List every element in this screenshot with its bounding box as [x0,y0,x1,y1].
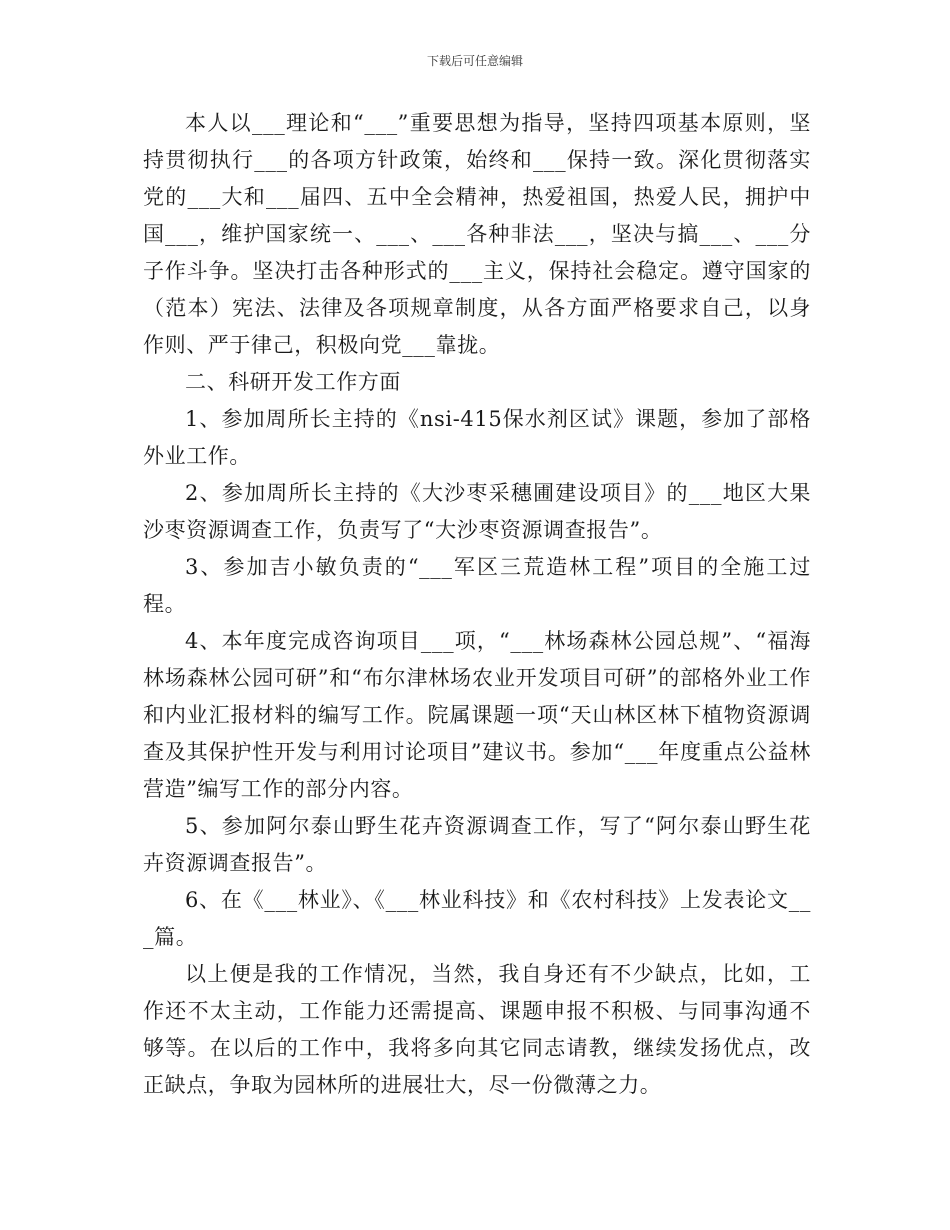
list-item-4: 4、本年度完成咨询项目___项，“___林场森林公园总规”、“福海林场森林公园可研”和“布尔津林场农业开发项目可研”的部格外业工作和内业汇报材料的编写工作。院属课题一项“天山林区林下植物资源调查及其保护性开发与利用讨论项目”建议书。参加“___年度重点公益林营造”编写工作的部分内容。 [143,629,811,801]
list-item-2: 2、参加周所长主持的《大沙枣采穗圃建设项目》的___地区大果沙枣资源调查工作，负责写了“大沙枣资源调查报告”。 [143,481,811,542]
paragraph-conclusion: 以上便是我的工作情况，当然，我自身还有不少缺点，比如，工作还不太主动，工作能力还需提高、课题申报不积极、与同事沟通不够等。在以后的工作中，我将多向其它同志请教，继续发扬优点，改正缺点，争取为园林所的进展壮大，尽一份微薄之力。 [143,962,811,1097]
list-item-3: 3、参加吉小敏负责的“___军区三荒造林工程”项目的全施工过程。 [143,555,811,616]
section-heading-research: 二、科研开发工作方面 [185,370,401,394]
list-item-6: 6、在《___林业》、《___林业科技》和《农村科技》上发表论文___篇。 [143,888,811,949]
page-header: 下载后可任意编辑 [426,54,523,68]
paragraph-political: 本人以___理论和“___”重要思想为指导，坚持四项基本原则，坚持贯彻执行___的各项方针政策，始终和___保持一致。深化贯彻落实党的___大和___届四、五中全会精神，热爱祖国，热爱人民，拥护中国___，维护国家统一、___、___各种非法___，坚决与搞___、___分子作斗争。坚决打击各种形式的___主义，保持社会稳定。遵守国家的（范本）宪法、法律及各项规章制度，从各方面严格要求自己，以身作则、严于律己，积极向党___靠拢。 [143,111,811,357]
list-item-5: 5、参加阿尔泰山野生花卉资源调查工作，写了“阿尔泰山野生花卉资源调查报告”。 [143,814,811,875]
document-body [143,105,811,1104]
list-item-1: 1、参加周所长主持的《nsi-415保水剂区试》课题，参加了部格外业工作。 [143,407,811,468]
